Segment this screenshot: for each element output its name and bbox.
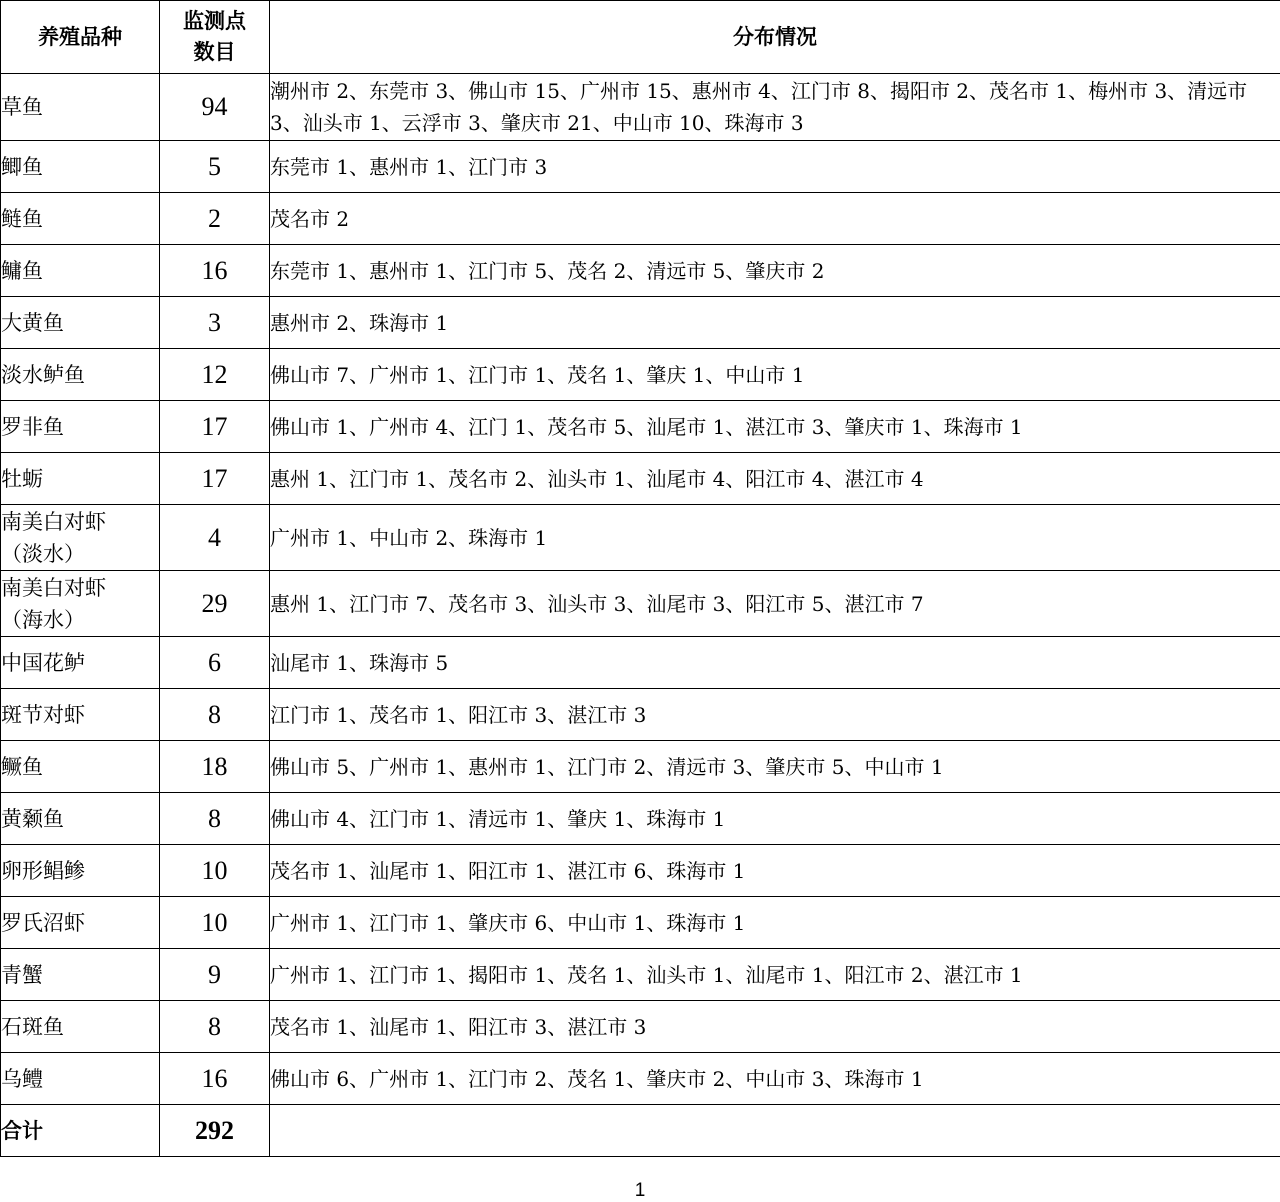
- count-cell: 2: [160, 193, 270, 245]
- species-cell: 草鱼: [1, 74, 160, 141]
- distribution-cell: 茂名市 2: [270, 193, 1280, 245]
- header-count: 监测点 数目: [160, 1, 270, 74]
- table-row: [1, 741, 1280, 793]
- species-cell: 南美白对虾 （淡水）: [1, 505, 160, 571]
- header-distribution: 分布情况: [270, 1, 1280, 74]
- distribution-cell: 佛山市 4、江门市 1、清远市 1、肇庆 1、珠海市 1: [270, 793, 1280, 845]
- count-cell: 29: [160, 571, 270, 637]
- species-cell: 大黄鱼: [1, 297, 160, 349]
- count-cell: 18: [160, 741, 270, 793]
- count-cell: 8: [160, 689, 270, 741]
- species-cell: 淡水鲈鱼: [1, 349, 160, 401]
- count-cell: 12: [160, 349, 270, 401]
- species-cell: 鳙鱼: [1, 245, 160, 297]
- count-cell: 9: [160, 949, 270, 1001]
- species-cell: 鳜鱼: [1, 741, 160, 793]
- table-row: [1, 505, 1280, 571]
- distribution-cell: 潮州市 2、东莞市 3、佛山市 15、广州市 15、惠州市 4、江门市 8、揭阳市 2、茂名市 1、梅州市 3、清远市 3、汕头市 1、云浮市 3、肇庆市 21、中山市 10、珠海市 3: [270, 74, 1280, 141]
- header-species: 养殖品种: [1, 1, 160, 74]
- table-row: [1, 1001, 1280, 1053]
- distribution-cell: 东莞市 1、惠州市 1、江门市 5、茂名 2、清远市 5、肇庆市 2: [270, 245, 1280, 297]
- distribution-cell: 广州市 1、江门市 1、揭阳市 1、茂名 1、汕头市 1、汕尾市 1、阳江市 2、湛江市 1: [270, 949, 1280, 1001]
- distribution-cell: 惠州 1、江门市 1、茂名市 2、汕头市 1、汕尾市 4、阳江市 4、湛江市 4: [270, 453, 1280, 505]
- count-cell: 16: [160, 245, 270, 297]
- distribution-cell: 东莞市 1、惠州市 1、江门市 3: [270, 141, 1280, 193]
- count-cell: 10: [160, 897, 270, 949]
- table-row: [1, 401, 1280, 453]
- table-row: [1, 349, 1280, 401]
- count-cell: 17: [160, 401, 270, 453]
- table-row: [1, 74, 1280, 141]
- table-row: [1, 637, 1280, 689]
- count-cell: 94: [160, 74, 270, 141]
- table-row: [1, 689, 1280, 741]
- distribution-cell: 惠州市 2、珠海市 1: [270, 297, 1280, 349]
- table-row: [1, 571, 1280, 637]
- species-cell: 牡蛎: [1, 453, 160, 505]
- count-cell: 10: [160, 845, 270, 897]
- species-cell: 石斑鱼: [1, 1001, 160, 1053]
- distribution-cell: 广州市 1、中山市 2、珠海市 1: [270, 505, 1280, 571]
- species-cell: 鲫鱼: [1, 141, 160, 193]
- table-row: [1, 897, 1280, 949]
- species-cell: 青蟹: [1, 949, 160, 1001]
- species-cell: 罗氏沼虾: [1, 897, 160, 949]
- total-distribution-cell: [270, 1105, 1280, 1157]
- species-cell: 斑节对虾: [1, 689, 160, 741]
- table-row: [1, 297, 1280, 349]
- total-row: [1, 1105, 1280, 1157]
- total-count: 292: [160, 1105, 270, 1157]
- distribution-cell: 佛山市 1、广州市 4、江门 1、茂名市 5、汕尾市 1、湛江市 3、肇庆市 1、珠海市 1: [270, 401, 1280, 453]
- species-cell: 黄颡鱼: [1, 793, 160, 845]
- count-cell: 16: [160, 1053, 270, 1105]
- table-row: [1, 245, 1280, 297]
- distribution-cell: 茂名市 1、汕尾市 1、阳江市 3、湛江市 3: [270, 1001, 1280, 1053]
- distribution-cell: 江门市 1、茂名市 1、阳江市 3、湛江市 3: [270, 689, 1280, 741]
- count-cell: 4: [160, 505, 270, 571]
- species-cell: 乌鳢: [1, 1053, 160, 1105]
- species-cell: 南美白对虾 （海水）: [1, 571, 160, 637]
- species-cell: 中国花鲈: [1, 637, 160, 689]
- species-cell: 罗非鱼: [1, 401, 160, 453]
- table-header-row: [1, 1, 1280, 74]
- count-cell: 17: [160, 453, 270, 505]
- species-cell: 卵形鲳鲹: [1, 845, 160, 897]
- distribution-cell: 佛山市 7、广州市 1、江门市 1、茂名 1、肇庆 1、中山市 1: [270, 349, 1280, 401]
- distribution-cell: 汕尾市 1、珠海市 5: [270, 637, 1280, 689]
- table-row: [1, 845, 1280, 897]
- table-row: [1, 453, 1280, 505]
- total-label: 合计: [1, 1105, 160, 1157]
- count-cell: 8: [160, 793, 270, 845]
- distribution-cell: 广州市 1、江门市 1、肇庆市 6、中山市 1、珠海市 1: [270, 897, 1280, 949]
- count-cell: 6: [160, 637, 270, 689]
- table-row: [1, 193, 1280, 245]
- table-row: [1, 1053, 1280, 1105]
- table-row: [1, 141, 1280, 193]
- distribution-cell: 茂名市 1、汕尾市 1、阳江市 1、湛江市 6、珠海市 1: [270, 845, 1280, 897]
- count-cell: 3: [160, 297, 270, 349]
- table-row: [1, 949, 1280, 1001]
- count-cell: 5: [160, 141, 270, 193]
- species-cell: 鲢鱼: [1, 193, 160, 245]
- count-cell: 8: [160, 1001, 270, 1053]
- page-number: 1: [634, 1180, 646, 1201]
- table-row: [1, 793, 1280, 845]
- distribution-cell: 佛山市 6、广州市 1、江门市 2、茂名 1、肇庆市 2、中山市 3、珠海市 1: [270, 1053, 1280, 1105]
- distribution-cell: 惠州 1、江门市 7、茂名市 3、汕头市 3、汕尾市 3、阳江市 5、湛江市 7: [270, 571, 1280, 637]
- distribution-cell: 佛山市 5、广州市 1、惠州市 1、江门市 2、清远市 3、肇庆市 5、中山市 1: [270, 741, 1280, 793]
